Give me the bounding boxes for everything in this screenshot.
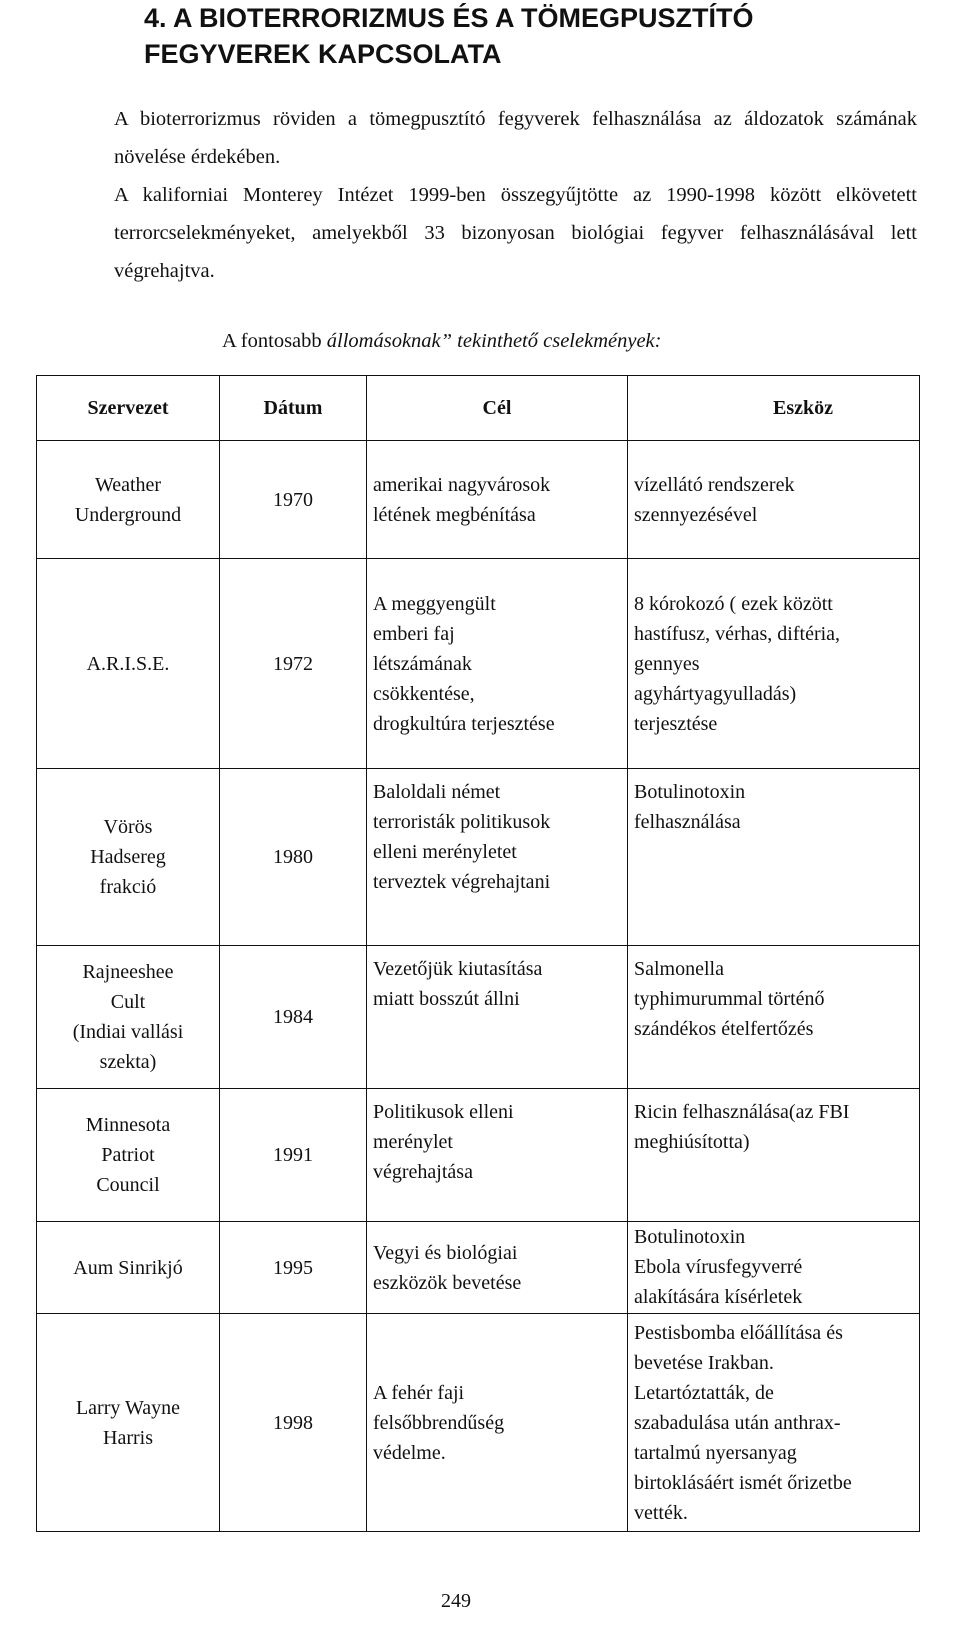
table-row — [37, 769, 920, 946]
cell-goal: A fehér faji felsőbbrendűség védelme. — [367, 1314, 628, 1532]
cell-date: 1991 — [220, 1089, 367, 1222]
header-szervezet: Szervezet — [37, 376, 220, 441]
caption-italic: állomásoknak” tekinthető cselekmények: — [326, 330, 662, 352]
cell-date: 1980 — [220, 769, 367, 946]
header-cel: Cél — [367, 376, 628, 441]
cell-tool: Botulinotoxin felhasználása — [628, 769, 920, 946]
header-eszkoz: Eszköz — [628, 376, 920, 441]
cell-tool: Pestisbomba előállítása és bevetése Irakban. Letartóztatták, de szabadulása után anthrax- tartalmú nyersanyag birtoklásáért ismét őrizetbe vették. — [628, 1314, 920, 1532]
cell-org: A.R.I.S.E. — [37, 559, 220, 769]
cell-tool: 8 kórokozó ( ezek között hastífusz, vérhas, diftéria, gennyes agyhártyagyulladás) terjesztése — [628, 559, 920, 769]
cell-date: 1970 — [220, 441, 367, 559]
cell-date: 1984 — [220, 946, 367, 1089]
cell-tool: Botulinotoxin Ebola vírusfegyverré alakítására kísérletek — [628, 1222, 920, 1314]
table-row — [37, 1314, 920, 1532]
table-row — [37, 946, 920, 1089]
caption-normal: A fontosabb — [222, 330, 327, 352]
heading-line-1: 4. A BIOTERRORIZMUS ÉS A TÖMEGPUSZTÍTÓ — [144, 3, 754, 33]
cell-goal: amerikai nagyvárosok létének megbénítása — [367, 441, 628, 559]
page-number: 249 — [441, 1590, 471, 1612]
header-datum: Dátum — [220, 376, 367, 441]
cell-org: Aum Sinrikjó — [37, 1222, 220, 1314]
cell-date: 1998 — [220, 1314, 367, 1532]
events-table — [36, 375, 920, 1532]
table-row — [37, 1089, 920, 1222]
cell-date: 1995 — [220, 1222, 367, 1314]
table-row — [37, 441, 920, 559]
table-row — [37, 559, 920, 769]
cell-date: 1972 — [220, 559, 367, 769]
table-header-row — [37, 376, 920, 441]
cell-org: Rajneeshee Cult (Indiai vallási szekta) — [37, 946, 220, 1089]
table-caption — [222, 330, 661, 353]
cell-tool: vízellátó rendszerek szennyezésével — [628, 441, 920, 559]
paragraph-2: A kaliforniai Monterey Intézet 1999-ben összegyűjtötte az 1990-1998 között elkövetett terrorcselekményeket, amelyekből 33 bizonyosan biológiai fegyver felhasználásával lett végrehajtva. — [114, 184, 917, 282]
cell-org: Minnesota Patriot Council — [37, 1089, 220, 1222]
cell-goal: Vegyi és biológiai eszközök bevetése — [367, 1222, 628, 1314]
body-text — [47, 100, 917, 290]
cell-tool: Ricin felhasználása(az FBI meghiúsította) — [628, 1089, 920, 1222]
paragraph-1: A bioterrorizmus röviden a tömegpusztító fegyverek felhasználása az áldozatok számának növelése érdekében. — [114, 108, 917, 168]
cell-goal: Politikusok elleni merénylet végrehajtása — [367, 1089, 628, 1222]
heading-line-2: FEGYVEREK KAPCSOLATA — [144, 39, 502, 69]
cell-goal: Baloldali német terroristák politikusok elleni merényletet terveztek végrehajtani — [367, 769, 628, 946]
cell-goal: Vezetőjük kiutasítása miatt bosszút állni — [367, 946, 628, 1089]
cell-org: Vörös Hadsereg frakció — [37, 769, 220, 946]
table-row — [37, 1222, 920, 1314]
chapter-heading — [144, 0, 864, 72]
cell-org: Larry Wayne Harris — [37, 1314, 220, 1532]
cell-tool: Salmonella typhimurummal történő szándékos ételfertőzés — [628, 946, 920, 1089]
cell-goal: A meggyengült emberi faj létszámának csökkentése, drogkultúra terjesztése — [367, 559, 628, 769]
cell-org: Weather Underground — [37, 441, 220, 559]
